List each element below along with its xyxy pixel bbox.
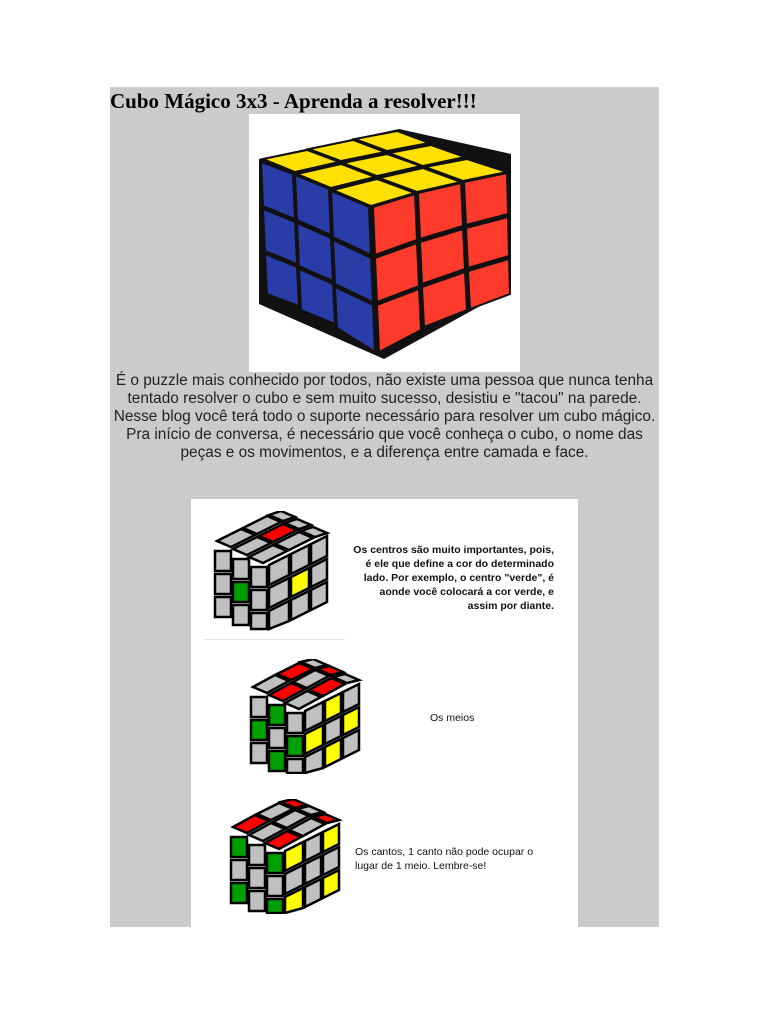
figure-divider xyxy=(204,639,345,640)
cube-pieces-figure xyxy=(191,499,578,927)
cube-edges-icon xyxy=(247,659,372,774)
caption-centros: Os centros são muito importantes, pois, é ele que define a cor do determinado lado. Por exemplo, o centro "verde", é aonde você colocará a cor verde, e assim por diante. xyxy=(353,544,554,612)
hero-image xyxy=(249,114,520,372)
intro-paragraph-2: Pra início de conversa, é necessário que você conheça o cubo, o nome das peças e os movimentos, e a diferença entre camada e face. xyxy=(126,426,643,461)
page-title: Cubo Mágico 3x3 - Aprenda a resolver!!! xyxy=(110,89,477,113)
rubiks-cube-photo-icon xyxy=(249,114,520,372)
caption-meios: Os meios xyxy=(430,712,475,724)
caption-cantos: Os cantos, 1 canto não pode ocupar o lugar de 1 meio. Lembre-se! xyxy=(355,846,534,872)
cube-centers-icon xyxy=(211,511,341,631)
cube-corners-icon xyxy=(227,799,352,914)
page-panel xyxy=(110,87,659,927)
intro-text xyxy=(110,372,659,462)
intro-paragraph-1: É o puzzle mais conhecido por todos, não existe uma pessoa que nunca tenha tentado resolver o cubo e sem muito sucesso, desistiu e "tacou" na parede. Nesse blog você terá todo o suporte necessário para resolver um cubo mágico. xyxy=(113,372,656,425)
